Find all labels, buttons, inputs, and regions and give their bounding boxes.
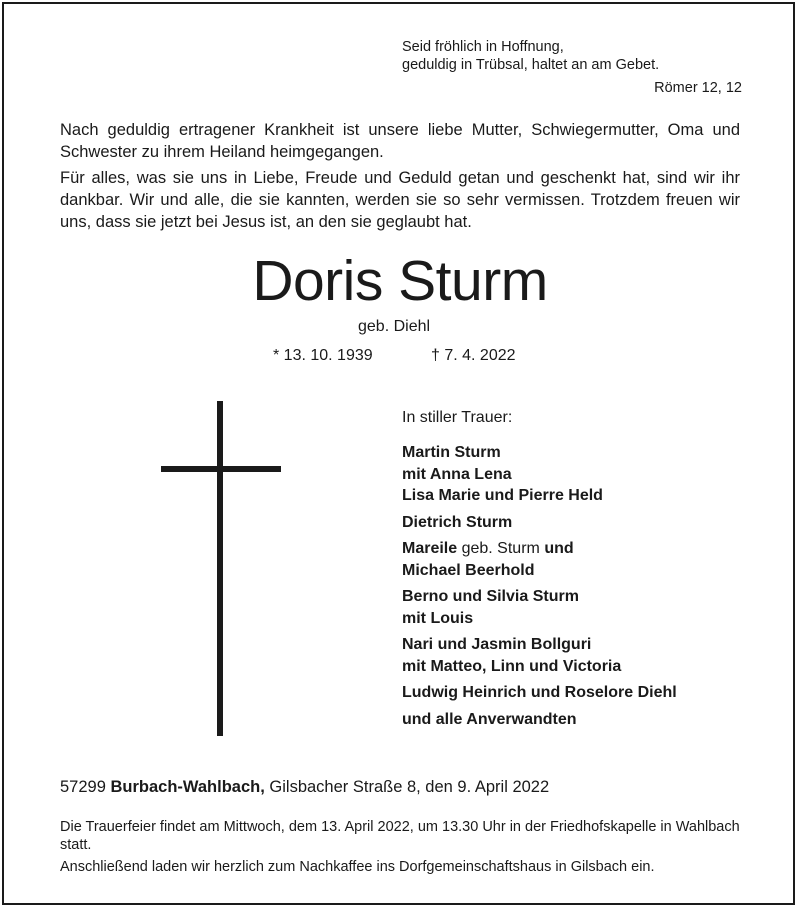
mourners-heading: In stiller Trauer: (402, 409, 513, 426)
address-and-date: Gilsbacher Straße 8, den 9. April 2022 (269, 778, 550, 796)
verse-line-2: geduldig in Trübsal, haltet an am Gebet. (402, 57, 660, 73)
mourner-group (402, 512, 677, 534)
mourner-line: Ludwig Heinrich und Roselore Diehl (402, 684, 677, 701)
intro-paragraph-1: Nach geduldig ertragener Krankheit ist unsere liebe Mutter, Schwiegermutter, Oma und Schwester zu ihrem Heiland heimgegangen. (60, 121, 740, 161)
address-line (60, 778, 549, 797)
town: Burbach-Wahlbach, (110, 778, 265, 796)
verse-reference: Römer 12, 12 (654, 80, 742, 96)
funeral-notice (60, 818, 740, 876)
intro-paragraph-2: Für alles, was sie uns in Liebe, Freude und Geduld getan und geschenkt hat, sind wir ihr dankbar. Wir und alle, die sie kannten, werden sie so sehr vermissen. Trotzdem freuen wir uns, dass sie jetzt bei Jesus ist, an den sie geglaubt hat. (60, 169, 740, 231)
mourner-conjunction: und (544, 540, 574, 557)
deceased-name: Doris Sturm (252, 249, 548, 313)
mourner-name: Mareile (402, 540, 458, 557)
mourner-group (402, 682, 677, 704)
bible-verse (402, 38, 659, 74)
funeral-notice-1: Die Trauerfeier findet am Mittwoch, dem 13. April 2022, um 13.30 Uhr in der Friedhofskapelle in Wahlbach statt. (60, 819, 740, 853)
mourner-group (402, 442, 677, 507)
postcode: 57299 (60, 778, 106, 796)
mourner-line: Dietrich Sturm (402, 513, 513, 531)
mourner-group (402, 634, 677, 677)
mourner-line: Martin Sturm (402, 444, 501, 461)
mourner-line: Lisa Marie und Pierre Held (402, 487, 603, 504)
mourner-line: Michael Beerhold (402, 561, 535, 579)
verse-line-1: Seid fröhlich in Hoffnung, (402, 39, 564, 55)
mourner-line: und alle Anverwandten (402, 710, 577, 728)
cross-icon (217, 401, 223, 736)
maiden-name: geb. Diehl (358, 318, 431, 335)
mourner-line: mit Anna Lena (402, 465, 512, 483)
mourner-line: mit Louis (402, 609, 474, 627)
mourner-group (402, 709, 677, 731)
intro-text (60, 119, 740, 233)
mourner-group (402, 538, 677, 581)
mourner-group (402, 586, 677, 629)
mourners-list (402, 442, 677, 735)
mourner-line: Nari und Jasmin Bollguri (402, 636, 592, 653)
mourner-birth-name: geb. Sturm (461, 540, 540, 557)
mourner-line: Berno und Silvia Sturm (402, 588, 579, 605)
funeral-notice-2: Anschließend laden wir herzlich zum Nachkaffee ins Dorfgemeinschaftshaus in Gilsbach ein. (60, 859, 655, 875)
mourner-line: mit Matteo, Linn und Victoria (402, 657, 622, 675)
death-date: † 7. 4. 2022 (431, 347, 516, 364)
birth-date: * 13. 10. 1939 (273, 347, 373, 364)
cross-icon-crossbar (161, 466, 281, 472)
